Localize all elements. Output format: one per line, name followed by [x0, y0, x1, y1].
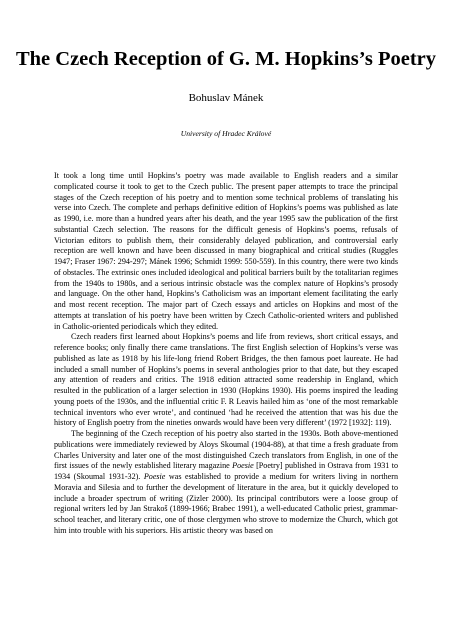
paragraph-3-text-a: The beginning of the Czech reception of his poetry also started in the 1930s. Both above-mentioned publications were immediately reviewed by Aloys Skoumal (1904-88), at that time a fresh graduate from Charles University and later one of the most distinguished Czech translators from English, in one of the first issues of the newly established literary magazine [54, 429, 398, 471]
paragraph-1: It took a long time until Hopkins’s poetry was made available to English readers and a similar complicated course it took to get to the Czech public. The present paper attempts to trace the principal stages of the Czech reception of his poetry and to mention some technical problems of translating his verse into Czech. The complete and perhaps definitive edition of Hopkins’s poems was published as late as 1990, i.e. more than a hundred years after his death, and the year 1995 saw the publication of the first substantial Czech selection. The reasons for the difficult genesis of Hopkins’s poems, refusals of Victorian editors to publish them, their considerably delayed publication, and controversial early reception are well known and have been discussed in many biographical and critical studies (Ruggles 1947; Fraser 1967: 294-297; Mánek 1996; Schmidt 1999: 550-559). In this country, there were two kinds of obstacles. The extrinsic ones included ideological and political barriers built by the totalitarian regimes from the 1940s to 1980s, and a serious intrinsic obstacle was the complex nature of Hopkins’s prosody and language. On the other hand, Hopkins’s Catholicism was an important element facilitating the early and most recent reception. The major part of Czech essays and articles on Hopkins and most of the attempts at translation of his poetry have been written by Czech Catholic-oriented writers and published in Catholic-oriented periodicals which they edited. [54, 171, 398, 331]
paragraph-2: Czech readers first learned about Hopkins’s poems and life from reviews, short critical essays, and reference books; only finally there came translations. The first English selection of Hopkins’s verse was published as late as 1918 by his life-long friend Robert Bridges, the then famous poet laureate. He had included a small number of Hopkins’s poems in several anthologies prior to that date, but they escaped any attention of readers and critics. The 1918 edition attracted some readership in England, which resulted in the publication of a larger selection in 1930 (Hopkins 1930). His poems inspired the leading young poets of the 1930s, and the influential critic F. R Leavis hailed him as ‘one of the most remarkable technical inventors who ever wrote’, and continued ‘had he received the attention that was his due the history of English poetry from the nineties onwards would have been very different’ (1972 [1932]: 119). [54, 332, 398, 428]
author-name: Bohuslav Mánek [188, 92, 264, 104]
body-text [54, 171, 398, 537]
paragraph-3 [54, 429, 398, 537]
magazine-title-poesie: Poesie [232, 461, 254, 471]
paper-title: The Czech Reception of G. M. Hopkins’s Poetry [15, 48, 436, 70]
author-affiliation: University of Hradec Králové [180, 129, 272, 138]
paragraph-3-text-b: [Poetry] published in Ostrava from 1931 to 1934 (Skoumal 1931-32). [54, 461, 399, 481]
paragraph-3-text-c: was established to provide a medium for writers living in northern Moravia and Silesia and to further the development of literature in the area, but it quickly developed to include a broader spectrum of writing (Zizler 2000). Its principal contributors were a loose group of regional writers led by Jan Strakoš (1899-1966; Brabec 1991), a well-educated Catholic priest, grammar-school teacher, and literary critic, one of those clergymen who strove to modernize the Church, which got him into trouble with his superiors. His artistic theory was based on [54, 472, 398, 535]
magazine-title-poesie-2: Poesie [143, 472, 166, 481]
